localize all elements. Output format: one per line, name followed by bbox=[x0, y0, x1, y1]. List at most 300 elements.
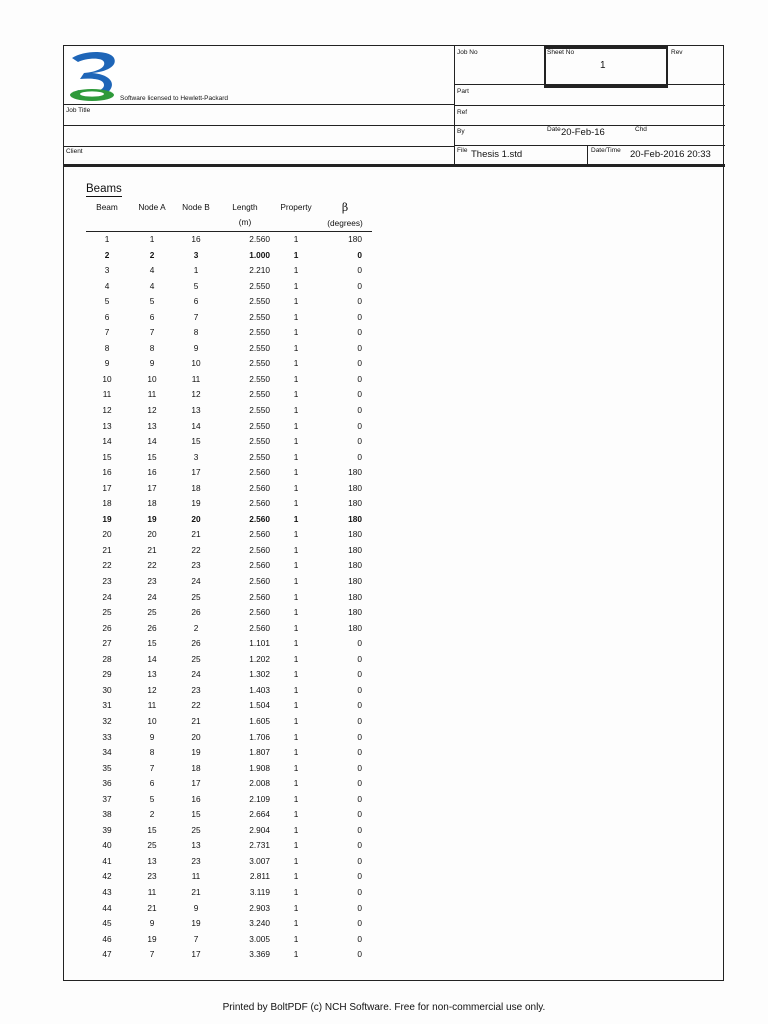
cell-node-b: 12 bbox=[191, 389, 201, 400]
cell-beam: 14 bbox=[102, 436, 112, 447]
cell-length: 3.007 bbox=[249, 855, 270, 866]
cell-beta: 0 bbox=[357, 840, 362, 851]
table-row bbox=[86, 341, 372, 357]
cell-length: 1.302 bbox=[249, 669, 270, 680]
cell-node-b: 9 bbox=[193, 342, 199, 353]
table-row bbox=[86, 745, 372, 761]
cell-node-a: 11 bbox=[147, 389, 157, 400]
cell-beta: 0 bbox=[357, 871, 362, 882]
cell-length: 2.903 bbox=[249, 902, 270, 913]
cell-node-b: 21 bbox=[191, 715, 201, 726]
cell-property: 1 bbox=[293, 793, 299, 804]
cell-length: 2.550 bbox=[249, 327, 270, 338]
cell-beta: 0 bbox=[357, 405, 362, 416]
divider bbox=[64, 125, 454, 126]
cell-beam: 28 bbox=[102, 653, 112, 664]
cell-property: 1 bbox=[293, 560, 299, 571]
cell-node-a: 6 bbox=[149, 778, 155, 789]
cell-node-b: 13 bbox=[191, 405, 201, 416]
cell-property: 1 bbox=[293, 529, 299, 540]
table-row bbox=[86, 496, 372, 512]
cell-length: 1.908 bbox=[249, 762, 270, 773]
cell-property: 1 bbox=[293, 327, 299, 338]
cell-length: 2.210 bbox=[249, 265, 270, 276]
cell-property: 1 bbox=[293, 513, 299, 524]
cell-node-b: 17 bbox=[191, 778, 201, 789]
cell-node-b: 25 bbox=[191, 591, 201, 602]
cell-beta: 180 bbox=[348, 529, 362, 540]
cell-beta: 0 bbox=[357, 342, 362, 353]
table-header-row bbox=[86, 200, 372, 232]
cell-node-b: 7 bbox=[193, 311, 199, 322]
job-no-label: Job No bbox=[457, 49, 478, 56]
cell-property: 1 bbox=[293, 886, 299, 897]
date-value: 20-Feb-16 bbox=[561, 127, 605, 138]
company-logo bbox=[66, 48, 120, 104]
cell-node-b: 1 bbox=[193, 265, 199, 276]
cell-property: 1 bbox=[293, 498, 299, 509]
cell-beta: 0 bbox=[357, 918, 362, 929]
cell-node-a: 7 bbox=[149, 327, 155, 338]
cell-property: 1 bbox=[293, 405, 299, 416]
cell-beta: 0 bbox=[357, 327, 362, 338]
cell-beta: 180 bbox=[348, 607, 362, 618]
cell-beta: 0 bbox=[357, 373, 362, 384]
table-row bbox=[86, 636, 372, 652]
divider bbox=[587, 145, 588, 164]
cell-node-b: 22 bbox=[191, 544, 201, 555]
table-row bbox=[86, 947, 372, 963]
cell-property: 1 bbox=[293, 389, 299, 400]
cell-property: 1 bbox=[293, 855, 299, 866]
cell-node-b: 18 bbox=[191, 762, 201, 773]
cell-beta: 0 bbox=[357, 933, 362, 944]
table-row bbox=[86, 232, 372, 248]
cell-length: 3.240 bbox=[249, 918, 270, 929]
cell-property: 1 bbox=[293, 700, 299, 711]
table-row bbox=[86, 310, 372, 326]
cell-length: 2.560 bbox=[249, 482, 270, 493]
table-row bbox=[86, 434, 372, 450]
cell-property: 1 bbox=[293, 684, 299, 695]
cell-length: 3.119 bbox=[249, 886, 270, 897]
cell-node-a: 2 bbox=[149, 249, 155, 260]
cell-beta: 0 bbox=[357, 855, 362, 866]
cell-length: 2.550 bbox=[249, 311, 270, 322]
cell-length: 3.005 bbox=[249, 933, 270, 944]
cell-node-b: 8 bbox=[193, 327, 199, 338]
table-row bbox=[86, 776, 372, 792]
cell-property: 1 bbox=[293, 358, 299, 369]
cell-node-a: 25 bbox=[147, 840, 157, 851]
cell-length: 2.550 bbox=[249, 358, 270, 369]
cell-node-a: 17 bbox=[147, 482, 157, 493]
cell-beta: 0 bbox=[357, 886, 362, 897]
divider bbox=[454, 145, 725, 146]
table-row bbox=[86, 792, 372, 808]
cell-property: 1 bbox=[293, 715, 299, 726]
col-header-property: Property bbox=[274, 200, 318, 232]
cell-beam: 18 bbox=[102, 498, 112, 509]
cell-node-a: 18 bbox=[147, 498, 157, 509]
beams-table-body bbox=[86, 232, 372, 963]
beams-section-title: Beams bbox=[86, 183, 122, 195]
cell-node-b: 19 bbox=[191, 747, 201, 758]
table-row bbox=[86, 823, 372, 839]
divider bbox=[454, 125, 725, 126]
cell-node-b: 24 bbox=[191, 669, 201, 680]
datetime-value: 20-Feb-2016 20:33 bbox=[630, 149, 711, 160]
cell-node-a: 15 bbox=[147, 638, 157, 649]
cell-node-a: 24 bbox=[147, 591, 157, 602]
cell-beta: 0 bbox=[357, 824, 362, 835]
cell-property: 1 bbox=[293, 653, 299, 664]
cell-beta: 0 bbox=[357, 731, 362, 742]
cell-length: 2.664 bbox=[249, 809, 270, 820]
cell-length: 2.560 bbox=[249, 544, 270, 555]
cell-node-a: 15 bbox=[147, 451, 157, 462]
header-bottom-rule bbox=[64, 164, 725, 167]
divider bbox=[64, 104, 454, 105]
cell-length: 2.550 bbox=[249, 296, 270, 307]
divider bbox=[544, 46, 546, 84]
cell-beta: 0 bbox=[357, 420, 362, 431]
cell-node-b: 6 bbox=[193, 296, 199, 307]
cell-property: 1 bbox=[293, 296, 299, 307]
rev-label: Rev bbox=[671, 49, 683, 56]
table-row bbox=[86, 916, 372, 932]
length-unit: (m) bbox=[238, 217, 252, 227]
part-label: Part bbox=[457, 88, 469, 95]
cell-node-a: 16 bbox=[147, 467, 157, 478]
cell-node-a: 9 bbox=[149, 918, 155, 929]
cell-node-a: 1 bbox=[149, 234, 155, 244]
cell-beta: 0 bbox=[357, 451, 362, 462]
cell-beam: 42 bbox=[102, 871, 112, 882]
table-row bbox=[86, 605, 372, 621]
cell-length: 1.403 bbox=[249, 684, 270, 695]
cell-length: 1.605 bbox=[249, 715, 270, 726]
cell-node-b: 3 bbox=[193, 249, 199, 260]
cell-length: 2.550 bbox=[249, 436, 270, 447]
cell-node-a: 8 bbox=[149, 342, 155, 353]
cell-node-a: 9 bbox=[149, 731, 155, 742]
cell-node-b: 23 bbox=[191, 560, 201, 571]
table-row bbox=[86, 869, 372, 885]
cell-length: 1.000 bbox=[249, 249, 270, 260]
cell-property: 1 bbox=[293, 342, 299, 353]
cell-property: 1 bbox=[293, 420, 299, 431]
cell-node-b: 24 bbox=[191, 576, 201, 587]
cell-beam: 7 bbox=[104, 327, 110, 338]
cell-beam: 8 bbox=[104, 342, 110, 353]
cell-beam: 1 bbox=[104, 234, 110, 244]
cell-beam: 19 bbox=[102, 513, 112, 524]
cell-node-b: 18 bbox=[191, 482, 201, 493]
sheet-no-value: 1 bbox=[600, 60, 606, 71]
table-row bbox=[86, 901, 372, 917]
cell-property: 1 bbox=[293, 467, 299, 478]
table-row bbox=[86, 356, 372, 372]
job-title-label: Job Title bbox=[66, 107, 91, 114]
by-label: By bbox=[457, 128, 465, 135]
cell-beam: 46 bbox=[102, 933, 112, 944]
cell-node-a: 19 bbox=[147, 933, 157, 944]
cell-beta: 180 bbox=[348, 482, 362, 493]
cell-beta: 0 bbox=[357, 793, 362, 804]
document-sheet bbox=[63, 45, 724, 981]
file-label: File bbox=[457, 147, 468, 154]
ref-label: Ref bbox=[457, 109, 468, 116]
cell-beam: 26 bbox=[102, 622, 112, 633]
cell-beam: 39 bbox=[102, 824, 112, 835]
cell-property: 1 bbox=[293, 436, 299, 447]
cell-property: 1 bbox=[293, 824, 299, 835]
cell-node-a: 26 bbox=[147, 622, 157, 633]
table-row bbox=[86, 730, 372, 746]
cell-beta: 0 bbox=[357, 280, 362, 291]
cell-node-b: 23 bbox=[191, 684, 201, 695]
cell-beam: 11 bbox=[102, 389, 112, 400]
cell-property: 1 bbox=[293, 731, 299, 742]
cell-node-a: 11 bbox=[147, 886, 157, 897]
cell-beta: 0 bbox=[357, 949, 362, 960]
cell-property: 1 bbox=[293, 576, 299, 587]
table-row bbox=[86, 590, 372, 606]
cell-beta: 180 bbox=[348, 560, 362, 571]
table-row bbox=[86, 294, 372, 310]
cell-beta: 0 bbox=[357, 265, 362, 276]
cell-beam: 16 bbox=[102, 467, 112, 478]
cell-node-b: 9 bbox=[193, 902, 199, 913]
cell-node-b: 22 bbox=[191, 700, 201, 711]
cell-beta: 0 bbox=[357, 809, 362, 820]
cell-beam: 38 bbox=[102, 809, 112, 820]
cell-node-a: 19 bbox=[147, 513, 157, 524]
cell-property: 1 bbox=[293, 918, 299, 929]
cell-node-a: 10 bbox=[147, 715, 157, 726]
cell-beam: 36 bbox=[102, 778, 112, 789]
cell-length: 1.504 bbox=[249, 700, 270, 711]
cell-beam: 34 bbox=[102, 747, 112, 758]
cell-node-a: 14 bbox=[147, 653, 157, 664]
cell-beta: 0 bbox=[357, 778, 362, 789]
table-row bbox=[86, 527, 372, 543]
checked-label: Chd bbox=[635, 126, 647, 133]
cell-beta: 180 bbox=[348, 544, 362, 555]
cell-beta: 0 bbox=[357, 669, 362, 680]
cell-length: 2.550 bbox=[249, 420, 270, 431]
file-value: Thesis 1.std bbox=[471, 149, 523, 160]
table-row bbox=[86, 372, 372, 388]
cell-property: 1 bbox=[293, 840, 299, 851]
cell-node-a: 13 bbox=[147, 669, 157, 680]
cell-beta: 0 bbox=[357, 715, 362, 726]
cell-length: 2.550 bbox=[249, 389, 270, 400]
cell-length: 2.550 bbox=[249, 405, 270, 416]
table-row bbox=[86, 512, 372, 528]
cell-beam: 35 bbox=[102, 762, 112, 773]
divider bbox=[666, 46, 668, 84]
cell-length: 2.560 bbox=[249, 622, 270, 633]
table-row bbox=[86, 932, 372, 948]
cell-node-a: 7 bbox=[149, 762, 155, 773]
cell-length: 2.550 bbox=[249, 451, 270, 462]
cell-node-a: 10 bbox=[147, 373, 157, 384]
datetime-label: Date/Time bbox=[591, 147, 621, 154]
cell-node-b: 25 bbox=[191, 653, 201, 664]
cell-beam: 27 bbox=[102, 638, 112, 649]
cell-node-b: 21 bbox=[191, 529, 201, 540]
cell-property: 1 bbox=[293, 778, 299, 789]
beta-unit: (degrees) bbox=[327, 218, 363, 228]
cell-beam: 13 bbox=[102, 420, 112, 431]
cell-node-a: 11 bbox=[147, 700, 157, 711]
licence-text: Software licensed to Hewlett-Packard bbox=[120, 95, 229, 102]
cell-property: 1 bbox=[293, 622, 299, 633]
cell-beam: 44 bbox=[102, 902, 112, 913]
table-row bbox=[86, 838, 372, 854]
cell-beam: 2 bbox=[104, 249, 110, 260]
cell-node-b: 11 bbox=[191, 373, 201, 384]
table-row bbox=[86, 325, 372, 341]
cell-length: 2.550 bbox=[249, 342, 270, 353]
table-row bbox=[86, 683, 372, 699]
cell-length: 2.560 bbox=[249, 591, 270, 602]
cell-beam: 43 bbox=[102, 886, 112, 897]
cell-beam: 24 bbox=[102, 591, 112, 602]
cell-property: 1 bbox=[293, 871, 299, 882]
cell-node-a: 13 bbox=[147, 420, 157, 431]
cell-beam: 15 bbox=[102, 451, 112, 462]
cell-property: 1 bbox=[293, 234, 299, 244]
cell-node-b: 11 bbox=[191, 871, 201, 882]
cell-node-b: 17 bbox=[191, 949, 201, 960]
cell-node-b: 16 bbox=[191, 234, 201, 244]
cell-beam: 12 bbox=[102, 405, 112, 416]
cell-property: 1 bbox=[293, 747, 299, 758]
cell-length: 1.706 bbox=[249, 731, 270, 742]
table-row bbox=[86, 419, 372, 435]
client-label: Client bbox=[66, 148, 83, 155]
table-row bbox=[86, 652, 372, 668]
cell-length: 1.202 bbox=[249, 653, 270, 664]
cell-property: 1 bbox=[293, 762, 299, 773]
cell-property: 1 bbox=[293, 544, 299, 555]
cell-node-a: 14 bbox=[147, 436, 157, 447]
table-row bbox=[86, 621, 372, 637]
cell-property: 1 bbox=[293, 669, 299, 680]
cell-property: 1 bbox=[293, 311, 299, 322]
cell-beam: 29 bbox=[102, 669, 112, 680]
col-header-beam: Beam bbox=[86, 200, 128, 232]
cell-node-b: 26 bbox=[191, 607, 201, 618]
cell-beam: 45 bbox=[102, 918, 112, 929]
beta-symbol: β bbox=[341, 201, 349, 214]
table-row bbox=[86, 450, 372, 466]
cell-node-b: 15 bbox=[191, 436, 201, 447]
cell-length: 2.904 bbox=[249, 824, 270, 835]
table-row bbox=[86, 263, 372, 279]
cell-length: 1.101 bbox=[249, 638, 270, 649]
cell-beta: 180 bbox=[348, 467, 362, 478]
divider bbox=[454, 46, 455, 166]
cell-beam: 6 bbox=[104, 311, 110, 322]
cell-beta: 0 bbox=[357, 249, 362, 260]
cell-node-b: 20 bbox=[191, 513, 201, 524]
cell-node-a: 9 bbox=[149, 358, 155, 369]
table-row bbox=[86, 854, 372, 870]
print-footer: Printed by BoltPDF (c) NCH Software. Free for non-commercial use only. bbox=[222, 1002, 546, 1013]
cell-beta: 0 bbox=[357, 902, 362, 913]
table-row bbox=[86, 885, 372, 901]
cell-beta: 0 bbox=[357, 389, 362, 400]
cell-beta: 0 bbox=[357, 638, 362, 649]
cell-node-b: 21 bbox=[191, 886, 201, 897]
cell-beta: 0 bbox=[357, 436, 362, 447]
cell-length: 2.560 bbox=[249, 513, 270, 524]
divider bbox=[454, 105, 725, 106]
cell-beta: 180 bbox=[348, 576, 362, 587]
cell-beta: 0 bbox=[357, 296, 362, 307]
cell-node-b: 25 bbox=[191, 824, 201, 835]
cell-node-a: 23 bbox=[147, 871, 157, 882]
cell-length: 3.369 bbox=[249, 949, 270, 960]
cell-node-b: 2 bbox=[193, 622, 199, 633]
cell-node-b: 16 bbox=[191, 793, 201, 804]
cell-node-b: 15 bbox=[191, 809, 201, 820]
cell-node-a: 23 bbox=[147, 576, 157, 587]
cell-node-b: 7 bbox=[193, 933, 199, 944]
cell-property: 1 bbox=[293, 809, 299, 820]
cell-node-b: 5 bbox=[193, 280, 199, 291]
cell-beam: 21 bbox=[102, 544, 112, 555]
cell-beta: 0 bbox=[357, 747, 362, 758]
cell-node-a: 4 bbox=[149, 280, 155, 291]
cell-property: 1 bbox=[293, 265, 299, 276]
cell-node-a: 6 bbox=[149, 311, 155, 322]
cell-property: 1 bbox=[293, 591, 299, 602]
cell-beam: 40 bbox=[102, 840, 112, 851]
cell-beta: 180 bbox=[348, 591, 362, 602]
cell-beta: 0 bbox=[357, 653, 362, 664]
cell-beam: 41 bbox=[102, 855, 112, 866]
cell-length: 2.550 bbox=[249, 373, 270, 384]
beams-table bbox=[86, 200, 372, 963]
cell-beam: 47 bbox=[102, 949, 112, 960]
cell-node-a: 5 bbox=[149, 296, 155, 307]
cell-node-a: 22 bbox=[147, 560, 157, 571]
cell-node-b: 14 bbox=[191, 420, 201, 431]
cell-property: 1 bbox=[293, 373, 299, 384]
cell-property: 1 bbox=[293, 280, 299, 291]
cell-node-a: 15 bbox=[147, 824, 157, 835]
table-row bbox=[86, 403, 372, 419]
cell-node-a: 8 bbox=[149, 747, 155, 758]
col-header-length: Length (m) bbox=[216, 200, 274, 232]
cell-beta: 180 bbox=[348, 513, 362, 524]
cell-length: 2.550 bbox=[249, 280, 270, 291]
cell-length: 2.560 bbox=[249, 498, 270, 509]
table-row bbox=[86, 279, 372, 295]
cell-property: 1 bbox=[293, 451, 299, 462]
cell-property: 1 bbox=[293, 933, 299, 944]
table-row bbox=[86, 558, 372, 574]
table-row bbox=[86, 543, 372, 559]
sheet-no-box-bottom bbox=[544, 85, 668, 88]
cell-node-a: 20 bbox=[147, 529, 157, 540]
cell-beta: 180 bbox=[348, 622, 362, 633]
